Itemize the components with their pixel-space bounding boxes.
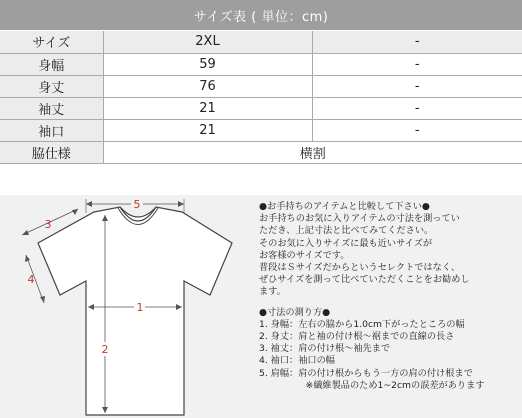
table-row xyxy=(0,141,522,163)
tshirt-diagram xyxy=(0,195,258,418)
header-label: サイズ xyxy=(0,31,103,53)
measurement-diagram-area xyxy=(0,195,522,418)
method-item: 2. 身丈：肩と袖の付け根～裾までの直線の長さ xyxy=(259,331,455,343)
size-chart-title: サイズ表 ( 単位：cm) xyxy=(0,0,522,30)
row-label: 袖口 xyxy=(0,119,103,141)
marker-3: 3 xyxy=(44,218,52,231)
notes-heading: ●お手持ちのアイテムと比較して下さい● xyxy=(259,201,430,212)
notes-text-line: お客様のサイズです。 xyxy=(259,249,350,261)
measurement-notes xyxy=(259,201,521,392)
header-extra: - xyxy=(312,31,522,53)
row-label: 身幅 xyxy=(0,53,103,75)
notes-text-line: お手持ちのお気に入りアイテムの寸法を測ってい xyxy=(259,213,460,225)
table-header-row xyxy=(0,31,522,53)
row-extra: - xyxy=(312,53,522,75)
row-value: 59 xyxy=(103,53,312,75)
table-row xyxy=(0,97,522,119)
method-heading: ●寸法の測り方● xyxy=(259,306,331,318)
method-item: 1. 身幅：左右の脇から1.0cm下がったところの幅 xyxy=(259,318,465,330)
method-item: 3. 袖丈：肩の付け根～袖先まで xyxy=(259,343,391,355)
row-value: 21 xyxy=(103,119,312,141)
marker-4: 4 xyxy=(27,273,35,286)
table-row xyxy=(0,53,522,75)
row-value: 76 xyxy=(103,75,312,97)
table-row xyxy=(0,119,522,141)
notes-text-line: ぜひサイズを測って比べていただくことをお勧めし xyxy=(259,274,470,286)
row-label: 袖丈 xyxy=(0,97,103,119)
method-item: 4. 袖口：袖口の幅 xyxy=(259,355,335,367)
row-label: 脇仕様 xyxy=(0,141,103,163)
notes-text-line: ただき、上記寸法と比べてみてください。 xyxy=(259,225,434,237)
tolerance-note: ※繊維製品のため1~2cmの誤差があります xyxy=(305,379,485,391)
row-label: 身丈 xyxy=(0,75,103,97)
row-extra: - xyxy=(312,75,522,97)
row-extra: - xyxy=(312,119,522,141)
header-size: 2XL xyxy=(103,31,312,53)
notes-text-line: 普段はＳサイズだからというセレクトではなく、 xyxy=(259,262,461,274)
notes-text-line: ます。 xyxy=(259,286,286,298)
row-value: 21 xyxy=(103,97,312,119)
row-value: 横割 xyxy=(103,141,522,163)
marker-2: 2 xyxy=(101,343,109,356)
method-item: 5. 肩幅：肩の付け根からもう一方の肩の付け根まで xyxy=(259,367,473,379)
row-extra: - xyxy=(312,97,522,119)
table-row xyxy=(0,75,522,97)
marker-5: 5 xyxy=(133,198,141,211)
size-table xyxy=(0,31,522,164)
notes-text-line: そのお気に入りサイズに最も近いサイズが xyxy=(259,237,433,249)
marker-1: 1 xyxy=(136,301,144,314)
